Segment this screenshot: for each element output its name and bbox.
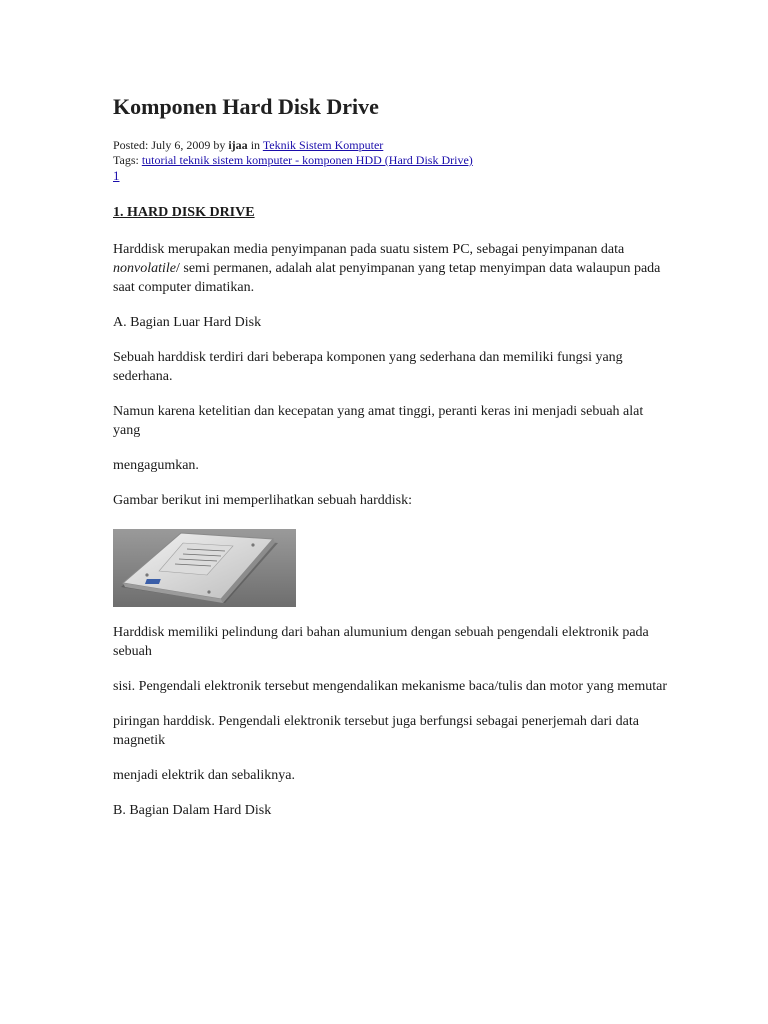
paragraph: Gambar berikut ini memperlihatkan sebuah harddisk: <box>113 493 412 508</box>
paragraph: mengagumkan. <box>113 458 199 473</box>
intro-paragraph <box>113 240 673 297</box>
intro-text-after: / semi permanen, adalah alat penyimpanan yang tetap menyimpan data walaupun pada saat computer dimatikan. <box>113 261 661 295</box>
paragraph: piringan harddisk. Pengendali elektronik tersebut juga berfungsi sebagai penerjemah dari data magnetik <box>113 714 639 748</box>
paragraph-inner-heading: B. Bagian Dalam Hard Disk <box>113 803 272 818</box>
paragraph: menjadi elektrik dan sebaliknya. <box>113 768 295 783</box>
category-link[interactable]: Teknik Sistem Komputer <box>262 138 384 152</box>
paragraph: Namun karena ketelitian dan kecepatan yang amat tinggi, peranti keras ini menjadi sebuah alat yang <box>113 404 644 438</box>
tags-line <box>113 153 673 168</box>
section-heading: 1. HARD DISK DRIVE <box>113 205 255 220</box>
comment-count-link[interactable]: 1 <box>113 168 120 183</box>
tags-link[interactable]: tutorial teknik sistem komputer - komponen HDD (Hard Disk Drive) <box>141 153 473 167</box>
article <box>113 92 673 820</box>
tags-label: Tags: <box>113 153 142 167</box>
harddisk-image <box>113 529 296 607</box>
posted-line <box>113 138 673 153</box>
page-title: Komponen Hard Disk Drive <box>113 94 379 119</box>
paragraph-outer-heading: A. Bagian Luar Hard Disk <box>113 315 262 330</box>
post-meta <box>113 138 673 184</box>
paragraph: Harddisk memiliki pelindung dari bahan alumunium dengan sebuah pengendali elektronik pada sebuah <box>113 625 649 659</box>
intro-italic-term: nonvolatile <box>113 261 176 276</box>
in-text: in <box>247 138 263 152</box>
intro-text-before: Harddisk merupakan media penyimpanan pada suatu sistem PC, sebagai penyimpanan data <box>113 242 625 257</box>
paragraph: Sebuah harddisk terdiri dari beberapa komponen yang sederhana dan memiliki fungsi yang sederhana. <box>113 350 623 384</box>
paragraph: sisi. Pengendali elektronik tersebut mengendalikan mekanisme baca/tulis dan motor yang memutar <box>113 679 668 694</box>
posted-date: Posted: July 6, 2009 by <box>113 138 229 152</box>
author-name: ijaa <box>228 138 248 152</box>
